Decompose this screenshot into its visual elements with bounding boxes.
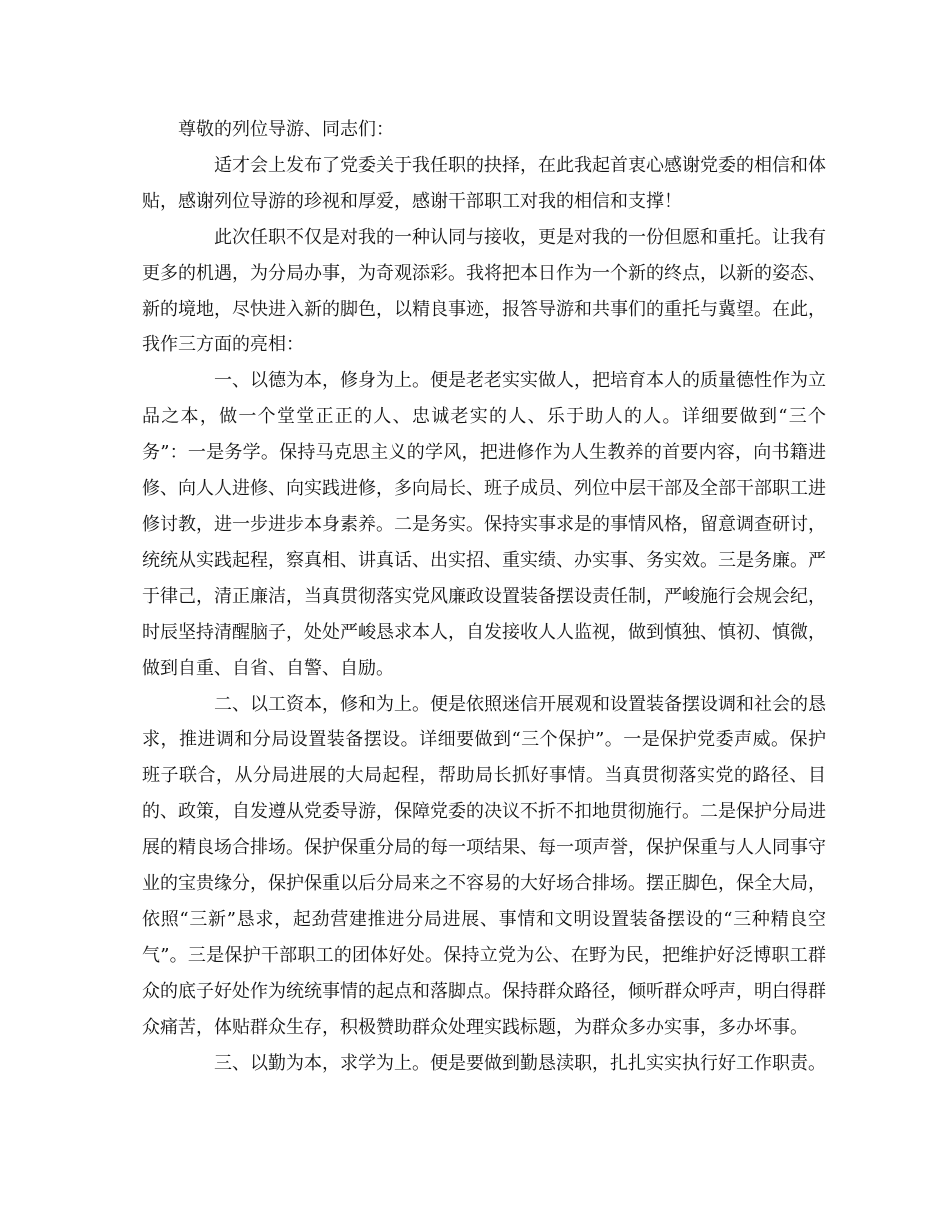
paragraph-point-three: 三、以勤为本，求学为上。便是要做到勤恳渎职，扎扎实实执行好工作职责。 [214, 1052, 826, 1074]
paragraph-point-one: 一、以德为本，修身为上。便是老老实实做人，把培育本人的质量德性作为立品之本，做一个堂堂正正的人、忠诚老实的人、乐于助人的人。详细要做到“三个务”：一是务学。保持马克思主义的学风，把进修作为人生教养的首要内容，向书籍进修、向人人进修、向实践进修，多向局长、班子成员、列位中层干部及全部干部职工进修讨教，进一步进步本身素养。二是务实。保持实事求是的事情风格，留意调查研讨，统统从实践起程，察真相、讲真话、出实招、重实绩、办实事、务实效。三是务廉。严于律己，清正廉洁，当真贯彻落实党风廉政设置装备摆设责任制，严峻施行会规会纪，时辰坚持清醒脑子，处处严峻恳求本人，自发接收人人监视，做到慎独、慎初、慎微，做到自重、自省、自警、自励。 [142, 370, 826, 679]
paragraph-point-two: 二、以工资本，修和为上。便是依照迷信开展观和设置装备摆设调和社会的恳求，推进调和分局设置装备摆设。详细要做到“三个保护”。一是保护党委声威。保护班子联合，从分局进展的大局起程，帮助局长抓好事情。当真贯彻落实党的路径、目的、政策，自发遵从党委导游，保障党委的决议不折不扣地贯彻施行。二是保护分局进展的精良场合排场。保护保重分局的每一项结果、每一项声誉，保护保重与人人同事守业的宝贵缘分，保护保重以后分局来之不容易的大好场合排场。摆正脚色，保全大局，依照“三新”恳求，起劲营建推进分局进展、事情和文明设置装备摆设的“三种精良空气”。三是保护干部职工的团体好处。保持立党为公、在野为民，把维护好泛博职工群众的底子好处作为统统事情的起点和落脚点。保持群众路径，倾听群众呼声，明白得群众痛苦，体贴群众生存，积极赞助群众处理实践标题，为群众多办实事，多办坏事。 [142, 693, 826, 1038]
paragraph-commitment: 此次任职不仅是对我的一种认同与接收，更是对我的一份但愿和重托。让我有更多的机遇，为分局办事，为奇观添彩。我将把本日作为一个新的终点，以新的姿态、新的境地，尽快进入新的脚色，以精良事迹，报答导游和共事们的重托与冀望。在此，我作三方面的亮相： [142, 226, 826, 356]
paragraph-thanks: 适才会上发布了党委关于我任职的抉择，在此我起首衷心感谢党委的相信和体贴，感谢列位导游的珍视和厚爱，感谢干部职工对我的相信和支撑！ [142, 154, 826, 212]
document-body [142, 112, 826, 1081]
salutation: 尊敬的列位导游、同志们： [178, 119, 394, 140]
